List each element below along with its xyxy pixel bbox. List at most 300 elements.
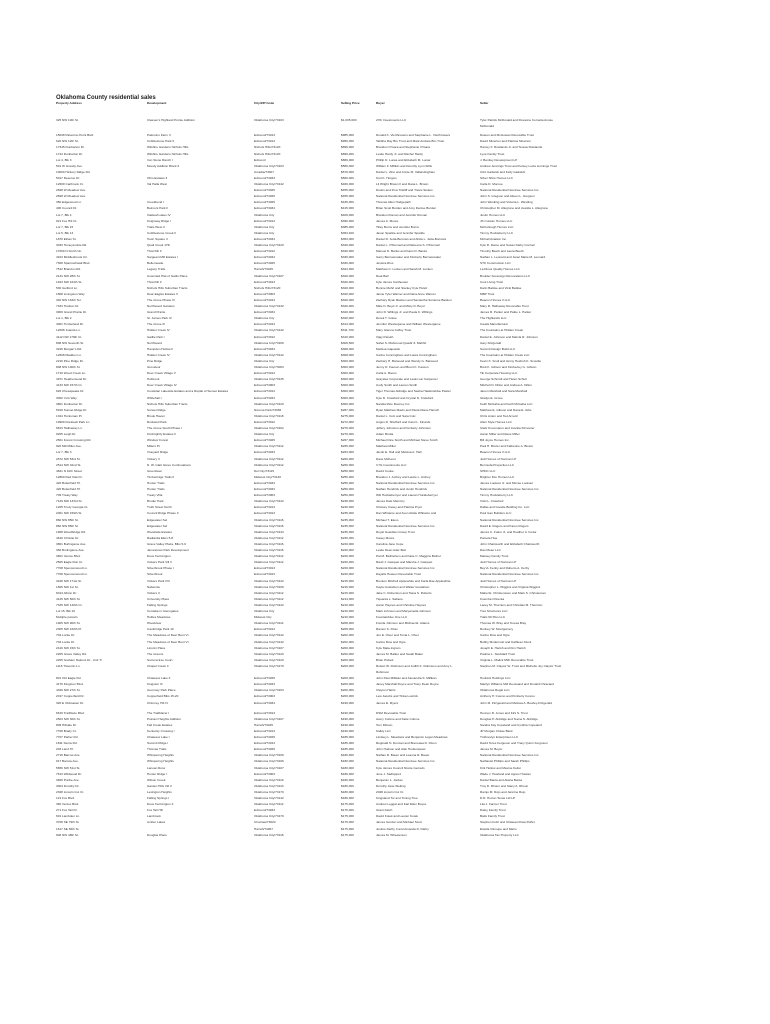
seller-cell: Aaron Miller and Diane Miller [480,432,520,437]
property-address-cell: 2848 W Meadow Ave. [56,194,87,199]
development-cell: Northwood Gardens [147,304,175,308]
table-row [0,164,770,170]
property-address-cell: 7512 Brandon Rd. [56,267,82,272]
buyer-cell: Robert W. Robinson and Judith K. Robinson and Amy L. [376,663,453,668]
property-address-cell: Lot 7, Blk 3 [56,450,72,455]
selling-price-cell: $270,000 [341,432,354,437]
city-zip-cell: Edmond/73013 [254,566,275,571]
buyer-cell: Lindsey L. Meadows and Benjamin Logan Meadows [376,735,448,739]
development-cell: Sargeant Mill Estates I [147,255,178,260]
seller-cell: Joseph E. Harish and Kim Harish [480,645,526,650]
city-zip-cell: Edmond/73025 [254,676,275,681]
city-zip-cell: Oklahoma City/73135 [254,377,284,382]
seller-cell: Bill Joyce Homes Inc. [480,438,510,443]
header-seller: Seller [480,101,489,105]
buyer-cell: Manuel D. Banks and Karin D. Banks [376,249,428,254]
property-address-cell: 19909 Rockwell Park Ln. [56,419,91,424]
selling-price-cell: $300,000 [341,389,354,394]
city-zip-cell: Edmond/73034 [254,682,275,687]
buyer-cell: Casey Moore [376,535,395,540]
seller-cell: Wade J. Howland and Agnes Howlan [480,771,531,776]
seller-cell: National Residential Nominee Services Inc. [480,517,540,522]
city-zip-cell: Edmond/73013 [254,322,275,327]
property-address-cell: 2416 NW 15th St. [56,645,81,650]
column-header-row [0,101,770,107]
buyer-cell: Janey Marshall Royce and Tracy Dean Royce [376,682,439,687]
buyer-cell: Kayla Gustafson and Walter Gustafson [376,584,430,589]
property-address-cell: 709 Treaty Way [56,493,78,498]
development-cell: Wilshire Gardens Nichols Hills [147,151,189,156]
buyer-cell: Leslie Dean Ader-Bott [376,548,407,552]
city-zip-cell: Oklahoma City/73110 [254,783,284,788]
seller-cell: Virginia L. Malick 65th Revocable Trust [480,657,534,662]
city-zip-cell: Arcadia/73007 [254,169,274,174]
property-address-cell: 704 Locke Dr. [56,633,76,638]
selling-price-cell: $175,000 [341,826,354,831]
development-cell: Woodview [147,621,162,626]
seller-cell: Summit Design Build LLC [480,346,516,351]
seller-cell: Carlos Row and Ogre [480,633,510,638]
development-cell: Iron Stone Ranch I [147,157,173,162]
development-cell: Pine Ridge [147,358,163,363]
development-cell: Greenbear [147,468,162,473]
selling-price-cell: $308,000 [341,346,354,351]
seller-cell: Trails 60 Plus LLC [480,615,506,620]
development-cell: Deer Creek Village V [147,371,176,376]
development-cell: Hunter Ridge I [147,771,167,776]
table-row [0,145,770,151]
city-zip-cell: Edmond/73034 [254,175,275,180]
seller-cell: Mabel E. Christenssen and Mark S. Christensen [480,590,547,595]
city-zip-cell: Oklahoma City/73142 [254,352,284,357]
development-cell: Silverbrook Phase I [147,566,174,571]
property-address-cell: 917 Barrow Ave. [56,759,79,764]
table-row [0,560,770,566]
development-cell: Hidden Creek IV [147,328,170,333]
city-zip-cell: Edmond/73013 [254,728,275,733]
table-row [0,353,770,359]
selling-price-cell: $250,000 [341,487,354,491]
seller-cell: Rodney W. Montgomery [480,627,514,632]
property-address-cell: 320 E Oldmaster Dr. [56,700,85,705]
buyer-cell: Matthew C. Lucken and Sarah M. Lucken [376,267,433,272]
selling-price-cell: $250,000 [341,468,354,473]
development-cell: Council Ridge Phase II [147,511,179,516]
city-zip-cell: Oklahoma City/73112 [254,596,284,601]
buyer-cell: Carla A. Rivers [376,371,397,376]
seller-cell: Timothy Beeth and Laura Beeth [480,249,524,254]
selling-price-cell: $435,000 [341,200,354,205]
development-cell: Hidden Creek IV [147,352,170,357]
property-address-cell: 3228 NW 171st St. [56,578,82,583]
development-cell: N. W. Glatt Gteve Continuations [147,462,191,467]
selling-price-cell: $320,000 [341,279,354,284]
buyer-cell: Brian Pickett [376,657,394,662]
development-cell: Kentucky Crossing I [147,728,175,733]
buyer-cell: Robinson [376,670,390,674]
seller-cell: Douglas P. Aldridge and Teena S. Aldridge [480,716,538,721]
selling-price-cell: $267,000 [341,438,354,443]
development-cell: Vickers Park Vill II [147,560,172,565]
property-address-cell: 921 Fox Hill Ct. [56,218,78,223]
seller-cell: Marilyn Williams Mid Deussand and Donald Chracaud [480,682,554,687]
property-address-cell: 7708 Brady Ct. [56,728,77,733]
development-cell: Chimney Hill IV [147,700,169,705]
development-cell: Hunter Trails [147,480,165,485]
table-row [0,481,770,487]
selling-price-cell: $265,000 [341,444,354,449]
table-row [0,365,770,371]
table-row [0,469,770,475]
buyer-cell: James Dale Merrotry [376,499,405,504]
selling-price-cell: $250,000 [341,493,354,498]
buyer-cell: Daniel R. Jetta-Burrows and Alicia L. Jetta-Burrows [376,236,447,241]
selling-price-cell: $235,000 [341,511,354,516]
property-address-cell: 340 NW 164th Ter. [56,297,82,302]
table-row [0,487,770,493]
seller-cell: Vicki L. Crawford [480,499,504,504]
selling-price-cell: $300,000 [341,371,354,376]
selling-price-cell: $950,000 [341,139,354,144]
seller-cell: Bobby Mcdermott and Kathleen Duck [480,639,532,644]
selling-price-cell: $895,000 [341,145,354,150]
city-zip-cell: Edmond/73025 [254,200,275,205]
table-row [0,530,770,536]
seller-cell: SHDC LLC [480,468,496,473]
property-address-cell: 1710 Wood Creek Ln. [56,371,87,376]
buyer-cell: Michael Dice Smith and Michael Steve Smith [376,438,438,443]
selling-price-cell: $215,000 [341,578,354,583]
city-zip-cell: Oklahoma City/73116 [254,541,284,546]
city-zip-cell: Oklahoma City [254,432,275,437]
selling-price-cell: $455,000 [341,188,354,193]
city-zip-cell: Choctaw/73020 [254,820,276,825]
table-row [0,389,770,395]
table-row [0,322,770,328]
selling-price-cell: $190,000 [341,722,354,727]
selling-price-cell: $190,000 [341,700,354,705]
selling-price-cell: $235,000 [341,529,354,534]
table-row [0,225,770,231]
development-cell: Whispering Heights [147,753,174,758]
table-row [0,772,770,778]
buyer-cell: Benjamin L. Jordan [376,777,403,782]
seller-cell: Jodi Homes of Norman LP [480,560,517,565]
table-row [0,118,770,124]
property-address-cell: 4821 N 10th Street [56,468,82,473]
development-cell: Fall Creek Estates [147,722,173,727]
city-zip-cell: Oklahoma City/73170 [254,789,284,794]
buyer-cell: Avery Cobme and Katie Cobme [376,716,420,721]
development-cell: St. James Park IV [147,316,172,321]
seller-cell: Harvey F. Rowlands Jr. and Teresa Rowlands [480,145,543,150]
buyer-cell: John Paul Millikan and Alexandra S. Millikan [376,676,437,681]
selling-price-cell: $180,000 [341,759,354,764]
selling-price-cell: $235,000 [341,523,354,528]
table-row [0,292,770,298]
city-zip-cell: Oklahoma City/73120 [254,243,284,247]
buyer-cell: Zachary H. Barwood and Wendy G. Barwood [376,358,438,363]
city-zip-cell: Harrah/73045 [254,267,273,272]
table-row [0,341,770,347]
page-title: Oklahoma County residential sales [56,95,156,101]
selling-price-cell: $320,000 [341,304,354,308]
selling-price-cell: $899,000 [341,151,354,156]
seller-cell: Lyne Family Trust [480,151,505,156]
development-cell: Edgewater Sel [147,523,168,528]
selling-price-cell: $190,000 [341,710,354,715]
table-row [0,814,770,820]
property-address-cell: Lot 4, Blk 3 [56,157,72,162]
table-row [0,524,770,530]
seller-cell: National Residential Nominee Services Inc. [480,487,540,491]
selling-price-cell: $210,000 [341,602,354,607]
table-row [0,603,770,609]
table-row [0,627,770,633]
selling-price-cell: $300,000 [341,377,354,382]
property-address-cell: 906 NW 48th St. [56,832,79,837]
seller-cell: Stephen Fultz and Chateau Rosa Poffet [480,820,535,825]
header-buyer: Buyer [376,101,385,105]
development-cell: Belmont Park II [147,206,169,211]
selling-price-cell: $175,000 [341,808,354,813]
buyer-cell: Carolina Jane Cope [376,541,404,546]
selling-price-cell: $180,000 [341,796,354,800]
city-zip-cell: Oklahoma City/73112 [254,462,284,467]
buyer-cell: Mike D. Boyd Jr. and Misty D. Boyd [376,304,425,308]
table-row [0,249,770,255]
city-zip-cell: Edmond/73034 [254,700,275,705]
seller-cell: Mitchell D. Dillon and Andrea A. Dillon [480,383,532,388]
table-row [0,475,770,481]
seller-cell: Pamela Hua [480,535,498,540]
table-row [0,652,770,658]
buyer-cell: Brandon O'Gara and Stephanie O'Gara [376,145,430,150]
development-cell: Trails West II [147,224,165,229]
city-zip-cell: Oklahoma City/73112 [254,590,284,595]
table-row [0,833,770,839]
buyer-cell: Nandia Rice Rooney Inc. [376,401,411,406]
table-row [0,820,770,826]
property-address-cell: Lot 1, Blk 2 [56,316,72,321]
table-row [0,827,770,833]
buyer-cell: Dayalis Heaven Revocable Trust [376,572,421,577]
selling-price-cell: $320,000 [341,285,354,290]
table-row [0,450,770,456]
selling-price-cell: $308,000 [341,352,354,357]
table-row [0,658,770,664]
table-row [0,511,770,517]
table-row [0,796,770,802]
table-row [0,243,770,249]
table-row [0,237,770,243]
development-cell: Falling Springs I [147,796,170,800]
seller-cell: Bermuda Properties LLC [480,462,515,467]
property-address-cell: 1808 Livingston Way [56,291,85,296]
property-address-cell: 420 Butterfield Trl. [56,487,82,491]
seller-cell: Batts Family Trust [480,814,505,819]
development-cell: Holbrook [147,377,160,382]
buyer-cell: Kurt K. Horgan [376,175,397,180]
property-address-cell: Lot 15, Blk 10 [56,609,75,613]
development-cell: Thomas Trails [147,747,167,752]
table-row [0,597,770,603]
development-cell: Moody Addition Block 6 [147,163,180,168]
property-address-cell: 360 Burlingame Ave. [56,548,85,552]
buyer-cell: James Gordon and Michael Scott [376,820,422,825]
selling-price-cell: $415,000 [341,206,354,211]
selling-price-cell: $190,000 [341,728,354,733]
development-cell: Gourmey Park Place [147,688,176,693]
selling-price-cell: $324,300 [341,267,354,272]
development-cell: Hampden Hollow II [147,346,174,351]
table-row [0,414,770,420]
seller-cell: Timmy Huckleberry LLC [480,230,514,235]
development-cell: Lexington Heights [147,789,172,794]
buyer-cell: Deal Ball [376,273,389,278]
table-row [0,741,770,747]
seller-cell: Christopher L. Wiggins and Virginia Wiggins [480,584,541,589]
buyer-cell: Reginald N. Duncan and Breneasa D. Dixon [376,741,437,746]
table-row [0,711,770,717]
property-address-cell: 360 Venice Blvd. [56,802,80,807]
development-cell: Jamestown Park Development [147,548,189,552]
development-cell: Cobblestone Park II [147,139,175,144]
development-cell: Falling Springs [147,602,168,607]
selling-price-cell: $210,000 [341,615,354,620]
buyer-cell: Cody Smith and Lauren Smith [376,383,418,388]
property-address-cell: 2305 NW 160th Pl. [56,627,82,632]
seller-cell: Oklahoma Tax Property LLC [480,832,519,837]
development-cell: Gaillie Park I [147,334,165,339]
development-cell: Nabenda [147,584,160,589]
table-row [0,633,770,639]
city-zip-cell: Edmond/73013 [254,279,275,284]
property-address-cell: 12600 Caribrook Ct. [56,182,84,186]
property-address-cell: 10000 Hickory Ridge Rd. [56,169,91,174]
buyer-cell: Derek T. Grave [376,316,397,321]
city-zip-cell: Edmond/73013 [254,710,275,715]
development-cell: Nichols Hills Suburban Tracts [147,401,188,406]
table-row [0,640,770,646]
buyer-cell: Dustin and Irina Tinkliff and Travis Stokes [376,188,433,193]
city-zip-cell: Nichols Hills/73120 [254,145,281,150]
seller-cell: Pauline L. Stoddard Trust [480,651,515,656]
city-zip-cell: Oklahoma City/73112 [254,560,284,565]
seller-cell: Cauda Manufacturer [480,322,509,327]
table-row [0,267,770,273]
selling-price-cell: $248,000 [341,499,354,504]
header-property-address: Property Address [56,101,82,105]
development-cell: Douglas Place [147,832,167,837]
buyer-cell: Kalkly LLC [376,728,391,733]
selling-price-cell: $185,000 [341,741,354,746]
development-cell: Val Halla West [147,182,168,186]
seller-cell: The Fountains at Hidden Creek LLC [480,352,530,357]
table-row [0,200,770,206]
property-address-cell: 2216 Pine Ridge Dr. [56,358,84,363]
table-row [0,591,770,597]
development-cell: Groveleur [147,365,161,369]
table-row [0,310,770,316]
buyer-cell: National Residential Nominee Services Inc. [376,480,436,485]
property-address-cell: 4133 NW 157th Ct. [56,383,83,388]
property-address-cell: 2501 Forest Crossing Rd. [56,438,92,443]
selling-price-cell: $300,000 [341,365,354,369]
selling-price-cell: $320,000 [341,273,354,278]
selling-price-cell: $220,000 [341,566,354,571]
buyer-cell: Angus R. Shufford and Carol L. Kinards [376,419,431,424]
selling-price-cell: $240,000 [341,505,354,510]
buyer-cell: Daniel L. Zino and Annie M. Vallandingham [376,169,436,174]
table-row [0,615,770,621]
city-zip-cell: Edmond/73013 [254,741,275,746]
buyer-cell: Andrew Leggat and Kari Ellen Boyce [376,802,427,807]
table-row [0,182,770,188]
property-address-cell: 4913 Middlesbrook Cir. [56,255,88,260]
property-address-cell: 3601 Venice Blvd. [56,554,81,559]
city-zip-cell: Oklahoma City/73114 [254,621,284,626]
selling-price-cell: $215,000 [341,584,354,589]
property-address-cell: 121 Fox Blvd. [56,796,75,800]
property-address-cell: 860 NW 85th St. [56,517,79,522]
buyer-cell: Tom Dibson [376,722,393,727]
development-cell: Vickery II [147,456,160,461]
table-row [0,133,770,139]
development-cell: Wilshire Gardens Nichols Hills [147,145,189,150]
seller-cell: Clint Gadwick and Kelly Gadwick [480,169,526,174]
seller-cell: The Highlands LLC [480,316,507,321]
city-zip-cell: Oklahoma City/73116 [254,517,284,522]
property-address-cell: 704 Locke Dr. [56,639,76,644]
city-zip-cell: Oklahoma City/73170 [254,814,284,819]
seller-cell: Kevin K. Scull and Ginny Hoshuh K. Scovitle [480,358,542,363]
selling-price-cell: $1,035,000 [341,118,357,122]
city-zip-cell: Midwest City/73130 [254,474,281,479]
city-zip-cell: Oklahoma City/73142 [254,602,284,607]
selling-price-cell: $869,000 [341,157,354,162]
selling-price-cell: $200,000 [341,682,354,687]
selling-price-cell: $185,000 [341,735,354,739]
city-zip-cell: Oklahoma City/73162 [254,426,284,430]
seller-cell: James Lookout Jr. and Mimee Lookout [480,480,534,485]
city-zip-cell: Oklahoma City/73112 [254,456,284,461]
selling-price-cell: $214,000 [341,596,354,601]
city-zip-cell: Edmond/73034 [254,206,275,211]
selling-price-cell: $300,000 [341,395,354,400]
buyer-cell: Brandon J. Archey and Laurie L. Archey [376,474,431,479]
seller-cell: McCall Aviation Inc. [480,236,507,241]
development-cell: Windsor Forest [147,438,168,443]
seller-cell: David E. Rogers and Karen Rogers [480,523,529,528]
city-zip-cell: Oklahoma City [254,212,275,217]
development-cell: The Grove Phase IV [147,297,176,302]
development-cell: Condolan Lakeside Estates and a Replat of Sunset Estates [147,389,229,394]
development-cell: Hollies Meadows [147,615,171,620]
selling-price-cell: $210,000 [341,609,354,613]
seller-cell: McCollough Homes LLC [480,224,514,229]
seller-cell: JP Morgan Chase Bank [480,728,513,733]
seller-cell: J. Bentley Development LP [480,157,518,162]
property-address-cell: 325 NW 10th St. [56,118,79,122]
selling-price-cell: $260,000 [341,462,354,467]
city-zip-cell: Edmond/73013 [254,389,275,394]
city-zip-cell: Edmond/73034 [254,236,275,241]
selling-price-cell: $180,000 [341,771,354,776]
city-zip-cell: Oklahoma City/73142 [254,639,284,644]
development-cell: Millers Pt [147,444,160,449]
table-row [0,383,770,389]
